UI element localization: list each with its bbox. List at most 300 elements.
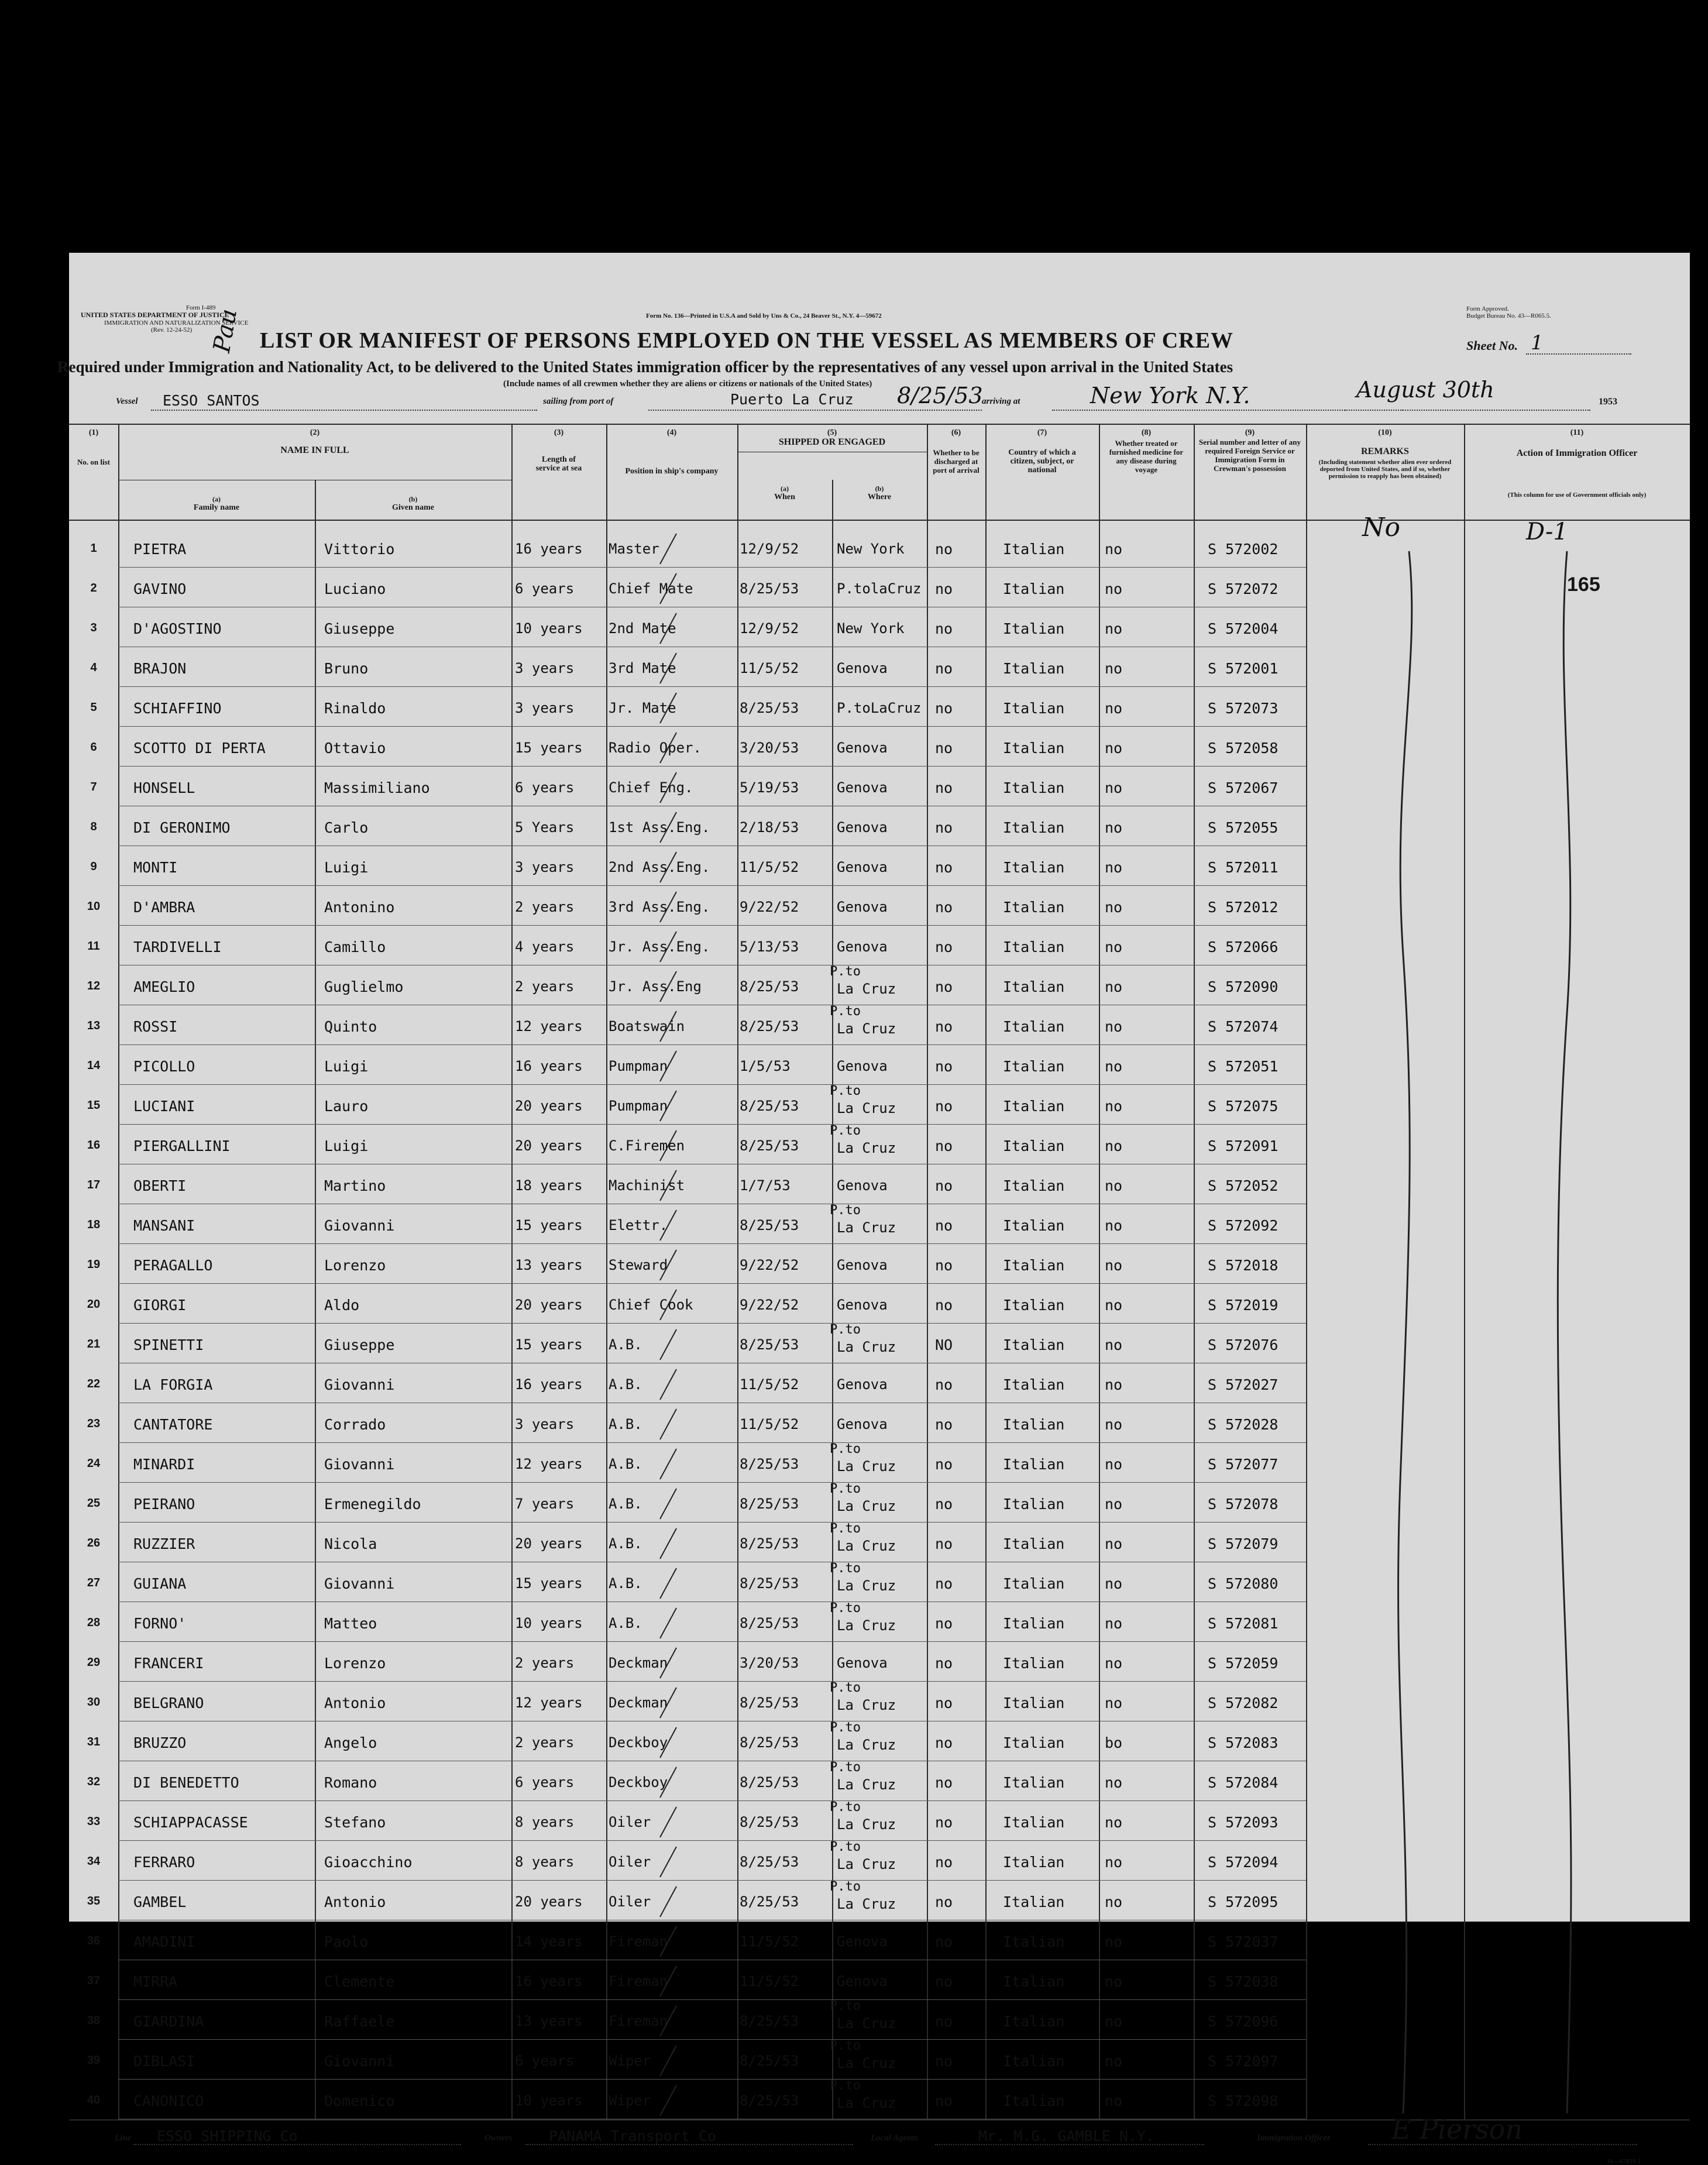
country: Italian: [1003, 978, 1065, 995]
check-tick: [657, 1049, 680, 1084]
given-name: Ottavio: [324, 740, 386, 757]
service-length: 6 years: [515, 1774, 575, 1791]
service-length: 3 years: [515, 1416, 575, 1432]
revision: (Rev. 12-24-52): [151, 327, 193, 334]
treated: no: [1105, 1018, 1123, 1035]
shipped-where-port: P.to: [830, 1601, 861, 1616]
family-name: LUCIANI: [133, 1098, 195, 1115]
serial-number: S 572058: [1208, 740, 1279, 757]
row-number: 5: [90, 701, 97, 714]
discharged: no: [935, 1376, 953, 1393]
action-bracket-line: [1532, 545, 1614, 2125]
family-name: MIRRA: [133, 1973, 178, 1990]
local-agents: Mr. M.G. GAMBLE N.Y.: [978, 2128, 1155, 2145]
form-number: Form I-489: [186, 304, 216, 311]
shipped-where: Genova: [837, 1376, 888, 1393]
family-name: FRANCERI: [133, 1655, 204, 1672]
row-number: 27: [87, 1576, 101, 1589]
shipped-where: Genova: [837, 819, 888, 836]
discharged: no: [935, 939, 953, 956]
row-number: 25: [87, 1497, 101, 1510]
shipped-where: La Cruz: [837, 1617, 896, 1634]
given-name: Lorenzo: [324, 1257, 386, 1274]
check-tick: [657, 1844, 680, 1879]
row-number: 15: [87, 1099, 101, 1112]
family-name: MINARDI: [133, 1456, 195, 1473]
service-length: 18 years: [515, 1177, 583, 1194]
col-5a-label: When: [774, 493, 795, 501]
serial-number: S 572059: [1208, 1655, 1279, 1672]
treated: no: [1105, 1933, 1123, 1950]
country: Italian: [1003, 620, 1065, 637]
form-subtitle: Required under Immigration and Nationality Act, to be delivered to the United States immigration officer by the representatives of any vessel upon arrival in the United States: [57, 358, 1233, 376]
position: Machinist: [609, 1177, 685, 1194]
shipped-where-port: P.to: [830, 1004, 861, 1019]
treated: no: [1105, 1854, 1123, 1871]
check-tick: [657, 1566, 680, 1601]
given-name: Carlo: [324, 819, 369, 836]
treated: no: [1105, 1535, 1123, 1552]
shipped-where: La Cruz: [837, 1816, 896, 1833]
shipped-when: 8/25/53: [740, 978, 799, 995]
country: Italian: [1003, 1854, 1065, 1871]
shipped-when: 11/5/52: [740, 1973, 799, 1989]
check-tick: [657, 1725, 680, 1760]
country: Italian: [1003, 660, 1065, 677]
shipped-where-port: P.to: [830, 2039, 861, 2053]
shipped-where: La Cruz: [837, 2055, 896, 2071]
manifest-sheet: [57, 253, 1690, 2165]
shipped-where: New York: [837, 620, 905, 637]
shipping-line: ESSO SHIPPING Co: [157, 2128, 298, 2145]
shipped-when: 5/19/53: [740, 779, 799, 796]
treated: no: [1105, 1615, 1123, 1632]
treated: no: [1105, 899, 1123, 916]
col-2a-number: (a): [212, 495, 221, 503]
given-name: Luigi: [324, 1138, 369, 1154]
treated: no: [1105, 740, 1123, 757]
serial-number: S 572067: [1208, 779, 1279, 796]
position: Deckboy: [609, 1774, 668, 1791]
family-name: CANTATORE: [133, 1416, 213, 1433]
given-name: Giovanni: [324, 1217, 395, 1234]
country: Italian: [1003, 1257, 1065, 1274]
family-name: RUZZIER: [133, 1535, 195, 1552]
position: Deckman: [609, 1655, 668, 1671]
family-name: CANONICO: [133, 2092, 204, 2109]
check-tick: [657, 810, 680, 845]
row-number: 37: [87, 1974, 101, 1987]
position: Steward: [609, 1257, 668, 1273]
budget-bureau: Budget Bureau No. 43—R065.5.: [1466, 312, 1551, 319]
line-rule: [133, 2144, 461, 2145]
col-7-number: (7): [1037, 428, 1047, 437]
position: Wiper: [609, 2092, 651, 2109]
given-name: Antonio: [324, 1695, 386, 1712]
row-number: 10: [87, 900, 101, 913]
discharged: no: [935, 1456, 953, 1473]
given-name: Giovanni: [324, 1456, 395, 1473]
service-length: 20 years: [515, 1297, 583, 1313]
position: Boatswain: [609, 1018, 685, 1035]
discharged: no: [935, 1893, 953, 1910]
position: 2nd Mate: [609, 620, 676, 637]
row-number: 6: [90, 741, 97, 754]
shipped-when: 8/25/53: [740, 1854, 799, 1870]
given-name: Giuseppe: [324, 1336, 395, 1353]
check-tick: [657, 1606, 680, 1641]
treated: no: [1105, 580, 1123, 597]
treated: no: [1105, 819, 1123, 836]
service-length: 12 years: [515, 1695, 583, 1711]
shipped-where: Genova: [837, 1416, 888, 1432]
col-8-label: Whether treated or furnished medicine for any disease during voyage: [1109, 439, 1184, 474]
agents-label: Local Agents: [871, 2133, 918, 2143]
shipped-where: P.toLaCruz: [837, 700, 922, 716]
shipped-when: 8/25/53: [740, 1814, 799, 1830]
shipped-where: La Cruz: [837, 1737, 896, 1753]
family-name: DI GERONIMO: [133, 819, 231, 836]
serial-number: S 572051: [1208, 1058, 1279, 1075]
family-name: BELGRANO: [133, 1695, 204, 1712]
form-title: LIST OR MANIFEST OF PERSONS EMPLOYED ON THE VESSEL AS MEMBERS OF CREW: [260, 328, 1233, 353]
discharged: no: [935, 580, 953, 597]
form-subtitle-note: (Include names of all crewmen whether they are aliens or citizens or nationals of the United States): [503, 379, 872, 389]
serial-number: S 572076: [1208, 1336, 1279, 1353]
row-number: 33: [87, 1815, 101, 1828]
service-length: 15 years: [515, 740, 583, 756]
col-3-label: Length of service at sea: [535, 455, 582, 473]
sailing-label: sailing from port of: [543, 397, 614, 406]
family-name: DIBLASI: [133, 2053, 195, 2070]
treated: no: [1105, 1217, 1123, 1234]
col-10-note: (Including statement whether alien ever ordered deported from United States, and if so, whether permission to reapply has been obtained): [1318, 459, 1452, 480]
shipped-where: New York: [837, 541, 905, 557]
family-name: PIERGALLINI: [133, 1138, 231, 1154]
row-number: 4: [90, 661, 97, 674]
row-number: 17: [87, 1178, 101, 1191]
family-name: DI BENEDETTO: [133, 1774, 239, 1791]
serial-number: S 572082: [1208, 1695, 1279, 1712]
discharged: no: [935, 1575, 953, 1592]
shipped-where-port: P.to: [830, 1084, 861, 1098]
family-name: D'AMBRA: [133, 899, 195, 916]
shipped-where: La Cruz: [837, 1776, 896, 1793]
discharged: no: [935, 1734, 953, 1751]
discharged: NO: [935, 1336, 953, 1353]
treated: no: [1105, 2053, 1123, 2070]
given-name: Aldo: [324, 1297, 360, 1314]
shipped-when: 9/22/52: [740, 1257, 799, 1273]
shipped-where: La Cruz: [837, 1697, 896, 1713]
treated: no: [1105, 978, 1123, 995]
check-tick: [657, 730, 680, 765]
position: A.B.: [609, 1336, 642, 1353]
row-number: 29: [87, 1656, 101, 1669]
printer-note: Form No. 136—Printed in U.S.A and Sold by Uns & Co., 24 Beaver St., N.Y. 4—59672: [646, 312, 882, 319]
check-tick: [657, 690, 680, 726]
check-tick: [657, 1088, 680, 1123]
shipped-when: 8/25/53: [740, 700, 799, 716]
form-approved: Form Approved.: [1466, 305, 1509, 312]
given-name: Lorenzo: [324, 1655, 386, 1672]
col-2b-number: (b): [408, 495, 418, 503]
country: Italian: [1003, 1734, 1065, 1751]
service-length: 15 years: [515, 1575, 583, 1592]
given-name: Matteo: [324, 1615, 377, 1632]
shipped-when: 11/5/52: [740, 1933, 799, 1950]
row-number: 11: [87, 940, 100, 953]
col-3-number: (3): [554, 428, 564, 437]
family-name: HONSELL: [133, 779, 195, 796]
shipped-where: Genova: [837, 1655, 888, 1671]
shipped-when: 2/18/53: [740, 819, 799, 836]
family-name: SCHIAPPACASSE: [133, 1814, 248, 1831]
family-name: ROSSI: [133, 1018, 178, 1035]
given-name: Martino: [324, 1177, 386, 1194]
family-name: GAVINO: [133, 580, 187, 597]
given-name: Stefano: [324, 1814, 386, 1831]
service-length: 12 years: [515, 1456, 583, 1472]
col-2b-label: Given name: [392, 503, 434, 512]
discharged: no: [935, 1814, 953, 1831]
sailing-port: Puerto La Cruz: [730, 391, 854, 408]
col-1-label: No. on list: [77, 458, 110, 466]
country: Italian: [1003, 1018, 1065, 1035]
shipped-when: 1/5/53: [740, 1058, 791, 1074]
service-length: 16 years: [515, 541, 583, 557]
shipped-where-port: P.to: [830, 1123, 861, 1138]
shipped-when: 8/25/53: [740, 1336, 799, 1353]
given-name: Camillo: [324, 939, 386, 956]
check-tick: [657, 1128, 680, 1163]
treated: no: [1105, 1297, 1123, 1314]
row-number: 31: [87, 1736, 101, 1748]
col-9-label: Serial number and letter of any required Foreign Service or Immigration Form in Crewman's possession: [1199, 438, 1301, 473]
check-tick: [657, 2004, 680, 2039]
treated: no: [1105, 1575, 1123, 1592]
shipped-when: 8/25/53: [740, 1575, 799, 1592]
service-length: 10 years: [515, 2092, 583, 2109]
shipped-when: 12/9/52: [740, 541, 799, 557]
service-length: 20 years: [515, 1893, 583, 1910]
treated: no: [1105, 1456, 1123, 1473]
serial-number: S 572028: [1208, 1416, 1279, 1433]
family-name: AMADINI: [133, 1933, 195, 1950]
row-number: 39: [87, 2054, 101, 2067]
service-length: 20 years: [515, 1098, 583, 1114]
serial-number: S 572011: [1208, 859, 1279, 876]
serial-number: S 572004: [1208, 620, 1279, 637]
country: Italian: [1003, 1814, 1065, 1831]
vessel-name: ESSO SANTOS: [163, 392, 260, 409]
shipped-where: Genova: [837, 779, 888, 796]
row-number: 16: [87, 1139, 101, 1152]
row-number: 21: [87, 1338, 101, 1350]
discharged: no: [935, 1138, 953, 1154]
check-tick: [657, 770, 680, 805]
col-5a-number: (a): [781, 484, 789, 493]
col-1-number: (1): [88, 428, 99, 437]
service-length: 2 years: [515, 1734, 575, 1751]
given-name: Luigi: [324, 859, 369, 876]
serial-number: S 572081: [1208, 1615, 1279, 1632]
check-tick: [657, 1685, 680, 1720]
check-tick: [657, 1486, 680, 1521]
serial-number: S 572095: [1208, 1893, 1279, 1910]
shipped-when: 11/5/52: [740, 1376, 799, 1393]
shipped-where: La Cruz: [837, 1538, 896, 1554]
serial-number: S 572079: [1208, 1535, 1279, 1552]
col-10-label: REMARKS: [1361, 446, 1409, 456]
treated: no: [1105, 1496, 1123, 1513]
sheet-number: 1: [1531, 331, 1544, 355]
col-10-number: (10): [1378, 428, 1392, 437]
shipped-where: Genova: [837, 660, 888, 676]
shipped-where-port: P.to: [830, 1681, 861, 1695]
shipped-when: 8/25/53: [740, 1018, 799, 1035]
arriving-label: arriving at: [982, 397, 1020, 406]
shipped-when: 8/25/53: [740, 1734, 799, 1751]
position: Chief Mate: [609, 580, 693, 597]
check-tick: [657, 1924, 680, 1959]
col-6-number: (6): [951, 428, 961, 437]
discharged: no: [935, 2053, 953, 2070]
shipped-where-port: P.to: [830, 2078, 861, 2093]
col-2a-label: Family name: [193, 503, 240, 512]
discharged: no: [935, 859, 953, 876]
discharged: no: [935, 1098, 953, 1115]
shipped-when: 1/7/53: [740, 1177, 791, 1194]
position: Oiler: [609, 1854, 651, 1870]
family-name: BRUZZO: [133, 1734, 187, 1751]
position: Wiper: [609, 2053, 651, 2069]
shipped-when: 8/25/53: [740, 1456, 799, 1472]
discharged: no: [935, 978, 953, 995]
discharged: no: [935, 1655, 953, 1672]
shipped-where: Genova: [837, 1973, 888, 1989]
treated: no: [1105, 700, 1123, 717]
country: Italian: [1003, 1893, 1065, 1910]
position: A.B.: [609, 1615, 642, 1631]
treated: no: [1105, 1695, 1123, 1712]
check-tick: [657, 889, 680, 925]
treated: no: [1105, 1376, 1123, 1393]
family-name: GAMBEL: [133, 1893, 187, 1910]
position: Fireman: [609, 2013, 668, 2029]
discharged: no: [935, 1177, 953, 1194]
family-name: MONTI: [133, 859, 178, 876]
given-name: Antonino: [324, 899, 395, 916]
position: Radio Oper.: [609, 740, 702, 756]
shipped-when: 3/20/53: [740, 1655, 799, 1671]
shipped-when: 8/25/53: [740, 1774, 799, 1791]
serial-number: S 572093: [1208, 1814, 1279, 1831]
shipped-where: La Cruz: [837, 1219, 896, 1236]
treated: no: [1105, 1814, 1123, 1831]
shipped-where: Genova: [837, 859, 888, 875]
service-length: 10 years: [515, 1615, 583, 1631]
discharged: no: [935, 1496, 953, 1513]
sailing-date: 8/25/53: [897, 383, 983, 408]
treated: no: [1105, 1973, 1123, 1990]
service-length: 13 years: [515, 1257, 583, 1273]
service-length: 20 years: [515, 1138, 583, 1154]
row-number: 1: [90, 542, 97, 555]
serial-number: S 572055: [1208, 819, 1279, 836]
year: 1953: [1599, 397, 1617, 407]
country: Italian: [1003, 899, 1065, 916]
line-label: Line: [115, 2133, 132, 2143]
family-name: FERRARO: [133, 1854, 195, 1871]
family-name: OBERTI: [133, 1177, 187, 1194]
table-top: [69, 424, 1690, 425]
vessel-label: Vessel: [116, 397, 138, 406]
discharged: no: [935, 1217, 953, 1234]
shipped-where: La Cruz: [837, 1339, 896, 1355]
check-tick: [657, 1367, 680, 1402]
row-number: 3: [90, 621, 97, 634]
check-tick: [657, 1287, 680, 1322]
country: Italian: [1003, 1098, 1065, 1115]
check-tick: [657, 1884, 680, 1919]
position: Fireman: [609, 1933, 668, 1950]
shipped-where-port: P.to: [830, 964, 861, 979]
officer-signature: E Pierson: [1391, 2114, 1523, 2145]
col-7-label: Country of which a citizen, subject, or national: [1008, 448, 1076, 475]
serial-number: S 572094: [1208, 1854, 1279, 1871]
serial-number: S 572037: [1208, 1933, 1279, 1950]
discharged: no: [935, 1774, 953, 1791]
country: Italian: [1003, 1376, 1065, 1393]
position: A.B.: [609, 1496, 642, 1512]
shipped-when: 8/25/53: [740, 580, 799, 597]
country: Italian: [1003, 1575, 1065, 1592]
officer-label: Immigration Officer: [1257, 2133, 1331, 2143]
row-number: 38: [87, 2014, 101, 2027]
check-tick: [657, 969, 680, 1004]
check-tick: [657, 651, 680, 686]
discharged: no: [935, 2092, 953, 2109]
treated: no: [1105, 1138, 1123, 1154]
col-5-label: SHIPPED OR ENGAGED: [778, 437, 886, 447]
country: Italian: [1003, 939, 1065, 956]
shipped-where-port: P.to: [830, 1561, 861, 1576]
family-name: PICOLLO: [133, 1058, 195, 1075]
shipped-where: La Cruz: [837, 1020, 896, 1037]
row-number: 20: [87, 1298, 101, 1311]
service-length: 2 years: [515, 899, 575, 915]
service-length: 6 years: [515, 2053, 575, 2069]
col-4-label: Position in ship's company: [625, 467, 719, 476]
treated: no: [1105, 1058, 1123, 1075]
treated: no: [1105, 1655, 1123, 1672]
treated: no: [1105, 1177, 1123, 1194]
given-name: Giovanni: [324, 1376, 395, 1393]
col-2-number: (2): [310, 428, 320, 437]
discharged: no: [935, 1535, 953, 1552]
service-length: 8 years: [515, 1814, 575, 1830]
row-number: 13: [87, 1019, 101, 1032]
position: Chief Cook: [609, 1297, 693, 1313]
serial-number: S 572073: [1208, 700, 1279, 717]
col-11-label: Action of Immigration Officer: [1516, 448, 1638, 458]
discharged: no: [935, 1297, 953, 1314]
shipped-where: Genova: [837, 1297, 888, 1313]
col-5b-label: Where: [867, 493, 892, 501]
service-length: 16 years: [515, 1058, 583, 1074]
position: A.B.: [609, 1376, 642, 1393]
